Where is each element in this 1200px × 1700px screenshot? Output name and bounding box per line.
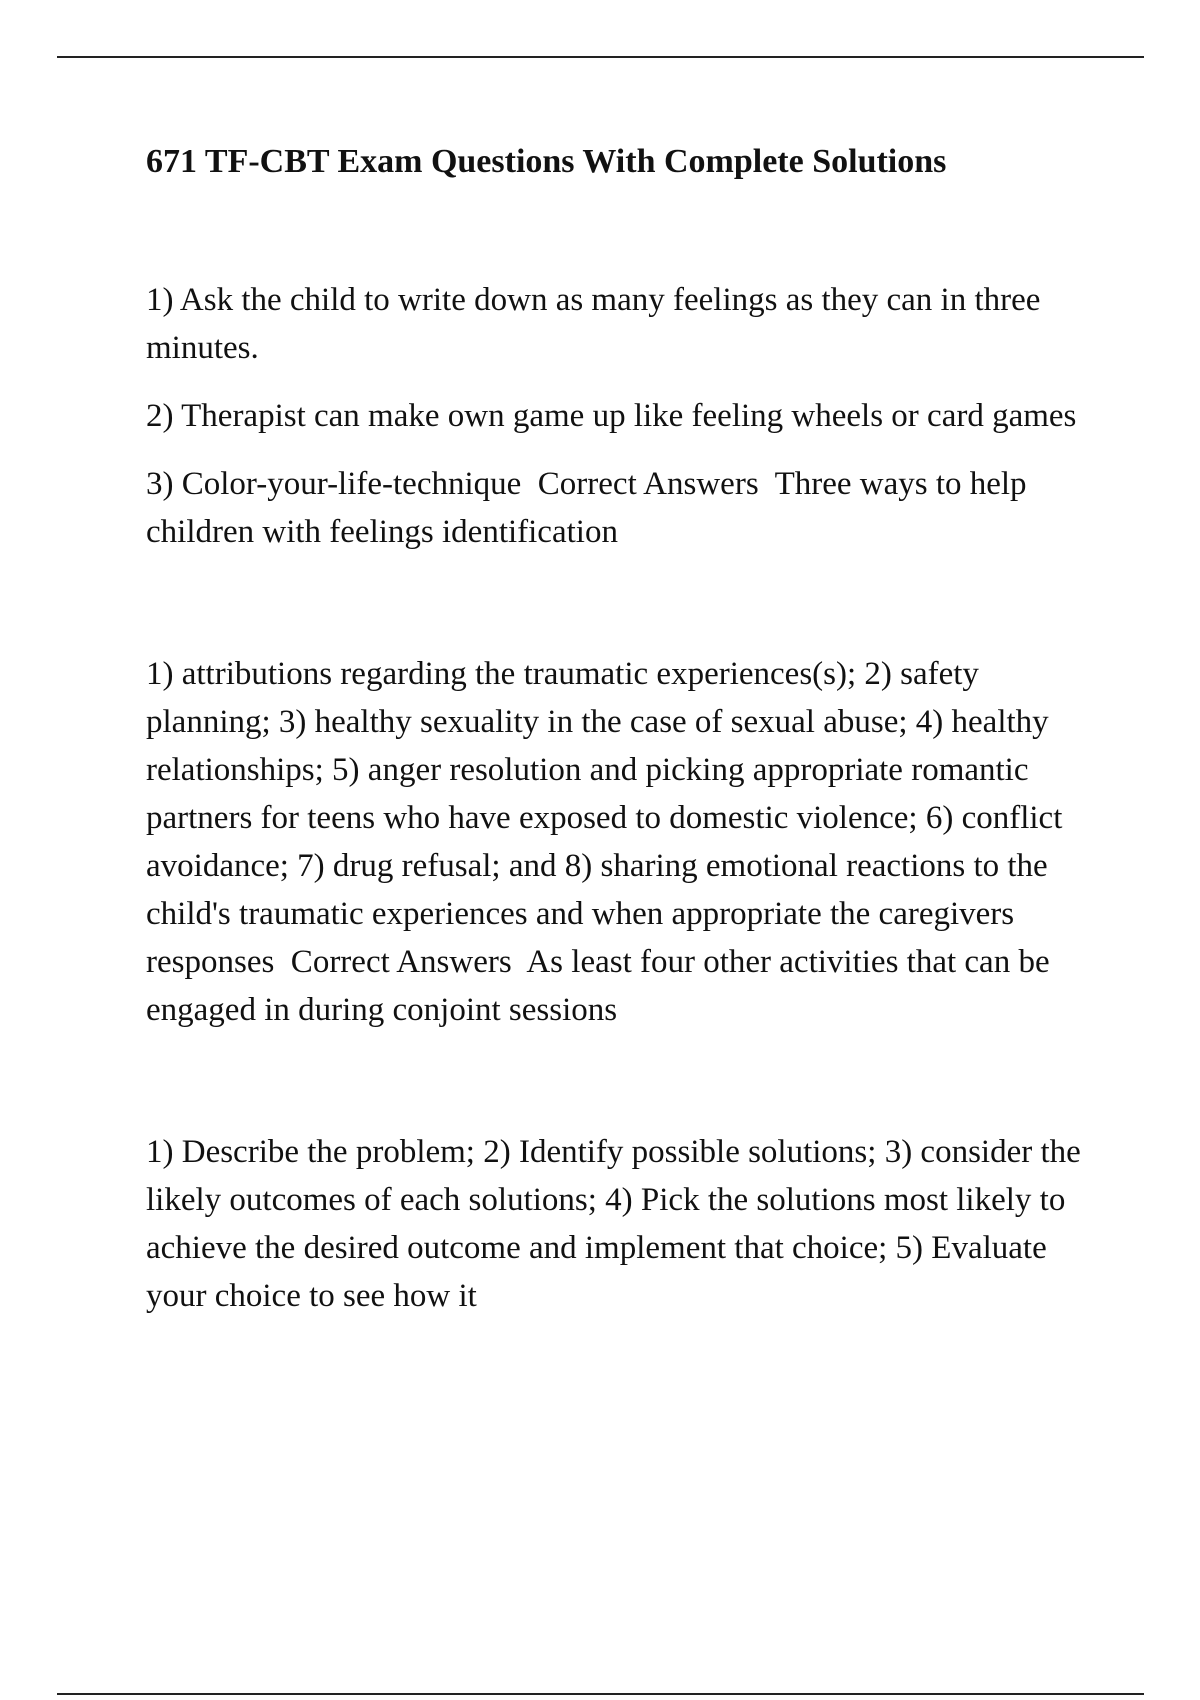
document-title: 671 TF-CBT Exam Questions With Complete Solutions <box>146 143 947 180</box>
footer-rule <box>57 1693 1144 1695</box>
page-content <box>146 140 1106 1414</box>
qa-block-conjoint-sessions <box>146 650 1106 1034</box>
answer-line-2: 2) Therapist can make own game up like feeling wheels or card games <box>146 398 1077 434</box>
answer-paragraph: 1) Describe the problem; 2) Identify possible solutions; 3) consider the likely outcomes of each solutions; 4) Pick the solutions most likely to achieve the desired outcome and implement that choice; 5) Evaluate your choice to see how it <box>146 1134 1090 1314</box>
qa-block-problem-solving <box>146 1128 1106 1320</box>
header-rule <box>57 56 1144 58</box>
answer-paragraph: 1) attributions regarding the traumatic experiences(s); 2) safety planning; 3) healthy sexuality in the case of sexual abuse; 4) healthy relationships; 5) anger resolution and picking appropriate romantic partners for teens who have exposed to domestic violence; 6) conflict avoidance; 7) drug refusal; and 8) sharing emotional reactions to the child's traumatic experiences and when appropriate the caregivers responses Correct Answers As least four other activities that can be engaged in during conjoint sessions <box>146 656 1071 1028</box>
answer-line-3-with-question: 3) Color-your-life-technique Correct Answers Three ways to help children with feelings identification <box>146 466 1035 550</box>
answer-line-1: 1) Ask the child to write down as many feelings as they can in three minutes. <box>146 282 1049 366</box>
qa-block-feelings <box>146 276 1106 556</box>
